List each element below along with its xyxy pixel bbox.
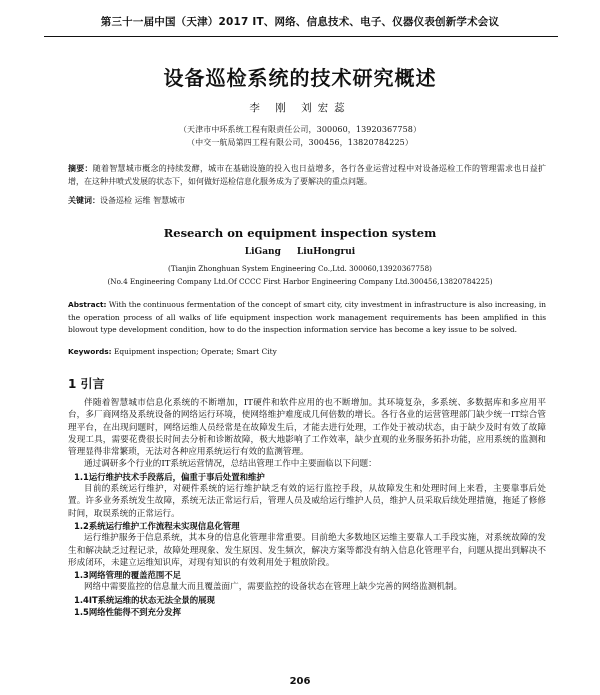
author-en-1: LiGang xyxy=(244,247,281,257)
subheading-1-5: 1.5网络性能得不到充分发挥 xyxy=(74,607,181,618)
abstract-cn-text: 随着智慧城市概念的持续发酵，城市在基础设施的投入也日益增多，各行各业运营过程中对设备巡检工作的管理需求也日益扩增，在这种井喷式发展的状态下，如何做好巡检信息化服务成为了要解决的重点问题。 xyxy=(68,164,547,186)
conference-header: 第三十一届中国（天津）2017 IT、网络、信息技术、电子、仪器仪表创新学术会议 xyxy=(100,16,500,28)
abstract-en-label: Abstract: xyxy=(68,300,107,309)
subsection-1-1-text: 目前的系统运行维护，对硬件系统的运行维护缺乏有效的运行监控手段，从故障发生和处理时间上来看，主要靠事后处置。许多业务系统发生故障，系统无法正常运行后，管理人员及威给运行维护人员，维护人员采取后续处理措施，拖延了修修时间，取误系统的正常运行。 xyxy=(68,484,546,519)
affiliation-en-1: (Tianjin Zhonghuan System Engineering Co.,Ltd. 300060,13920367758) xyxy=(168,264,432,273)
keywords-cn-label: 关键词： xyxy=(68,196,100,205)
paper-title-cn: 设备巡检系统的技术研究概述 xyxy=(163,66,437,90)
affiliation-en-2: (No.4 Engineering Company Ltd.Of CCCC First Harbor Engineering Company Ltd.300456,13820784225) xyxy=(107,277,493,286)
subheading-1-1: 1.1运行维护技术手段落后，偏重于事后处置和维护 xyxy=(74,471,265,482)
paper-title-en: Research on equipment inspection system xyxy=(163,226,437,240)
abstract-en xyxy=(68,299,546,337)
body-paragraph-1: 伴随着智慧城市信息化系统的不断增加，IT硬件和软件应用的也不断增加。其环境复杂，多系统、多数据库和多应用平台，多厂商网络及系统设备的网络运行环境，使网络维护难度成几何倍数的增长。各行各业的运营管理部门缺少统一IT综合管理平台，在出现问题时，网络运维人员经常是在故障发生后，才能去进行处理，工作处于被动状态，由于缺少及时有效了故障发现工具，需要花费很长时间去分析和诊断故障，极大地影响了工作效率，缺少直观的业务服务拓扑功能，应用系统的监测和管理显得非常繁琐，无法对各种应用系统运行有效的监测管理。 xyxy=(68,398,546,458)
keywords-cn xyxy=(68,194,546,207)
subheading-1-2: 1.2系统运行维护工作流程未实现信息化管理 xyxy=(74,520,240,531)
section-1-heading: 1 引言 xyxy=(68,377,105,391)
keywords-en-label: Keywords: xyxy=(68,347,112,356)
subsection-1-3-text: 网络中需要监控的信息量大而且覆盖面广，需要监控的设备状态在管理上缺少完善的网络监测机制。 xyxy=(84,582,463,593)
abstract-en-text: With the continuous fermentation of the concept of smart city, city investment in infrastructure is also increasing, in the operation process of all walks of life equipment inspection work management requirements has been amplified in this blowout type development condition, how to do the inspection information service has become a key issue to be solved. xyxy=(68,300,546,334)
keywords-en-text: Equipment inspection; Operate; Smart City xyxy=(113,347,277,356)
affiliation-cn-2: （中交一航局第四工程有限公司，300456，13820784225） xyxy=(187,138,413,147)
keywords-cn-text: 设备巡检 运维 智慧城市 xyxy=(100,196,186,205)
subheading-1-4: 1.4IT系统运维的状态无法全景的展现 xyxy=(74,594,215,605)
page-number: 206 xyxy=(289,676,311,687)
subheading-1-3: 1.3网络管理的覆盖范围不足 xyxy=(74,570,181,581)
header-rule xyxy=(44,36,558,37)
author-en-2: LiuHongrui xyxy=(296,247,356,257)
abstract-cn-label: 摘要： xyxy=(68,164,93,173)
subsection-1-2-text: 运行维护服务于信息系统，其本身的信息化管理非常重要。目前绝大多数地区运维主要靠人工手段实施，对系统故障的发生和解决缺乏过程记录，故障处理现象、发生原因、发生频次，解决方案等都没有纳入信息化管理平台，问题从提出到解决不形成闭环，未建立运维知识库，对现有知识的有效利用处于粗放阶段。 xyxy=(68,533,546,568)
body-paragraph-2: 通过调研多个行业的IT系统运营情况，总结出管理工作中主要面临以下问题： xyxy=(84,459,377,470)
abstract-cn xyxy=(68,162,546,188)
affiliation-cn-1: （天津市中环系统工程有限责任公司，300060，13920367758） xyxy=(178,125,422,134)
section-1-body xyxy=(68,397,546,618)
authors-cn: 李 刚 刘宏蕊 xyxy=(249,102,351,114)
authors-en xyxy=(0,247,600,257)
keywords-en xyxy=(68,345,546,358)
